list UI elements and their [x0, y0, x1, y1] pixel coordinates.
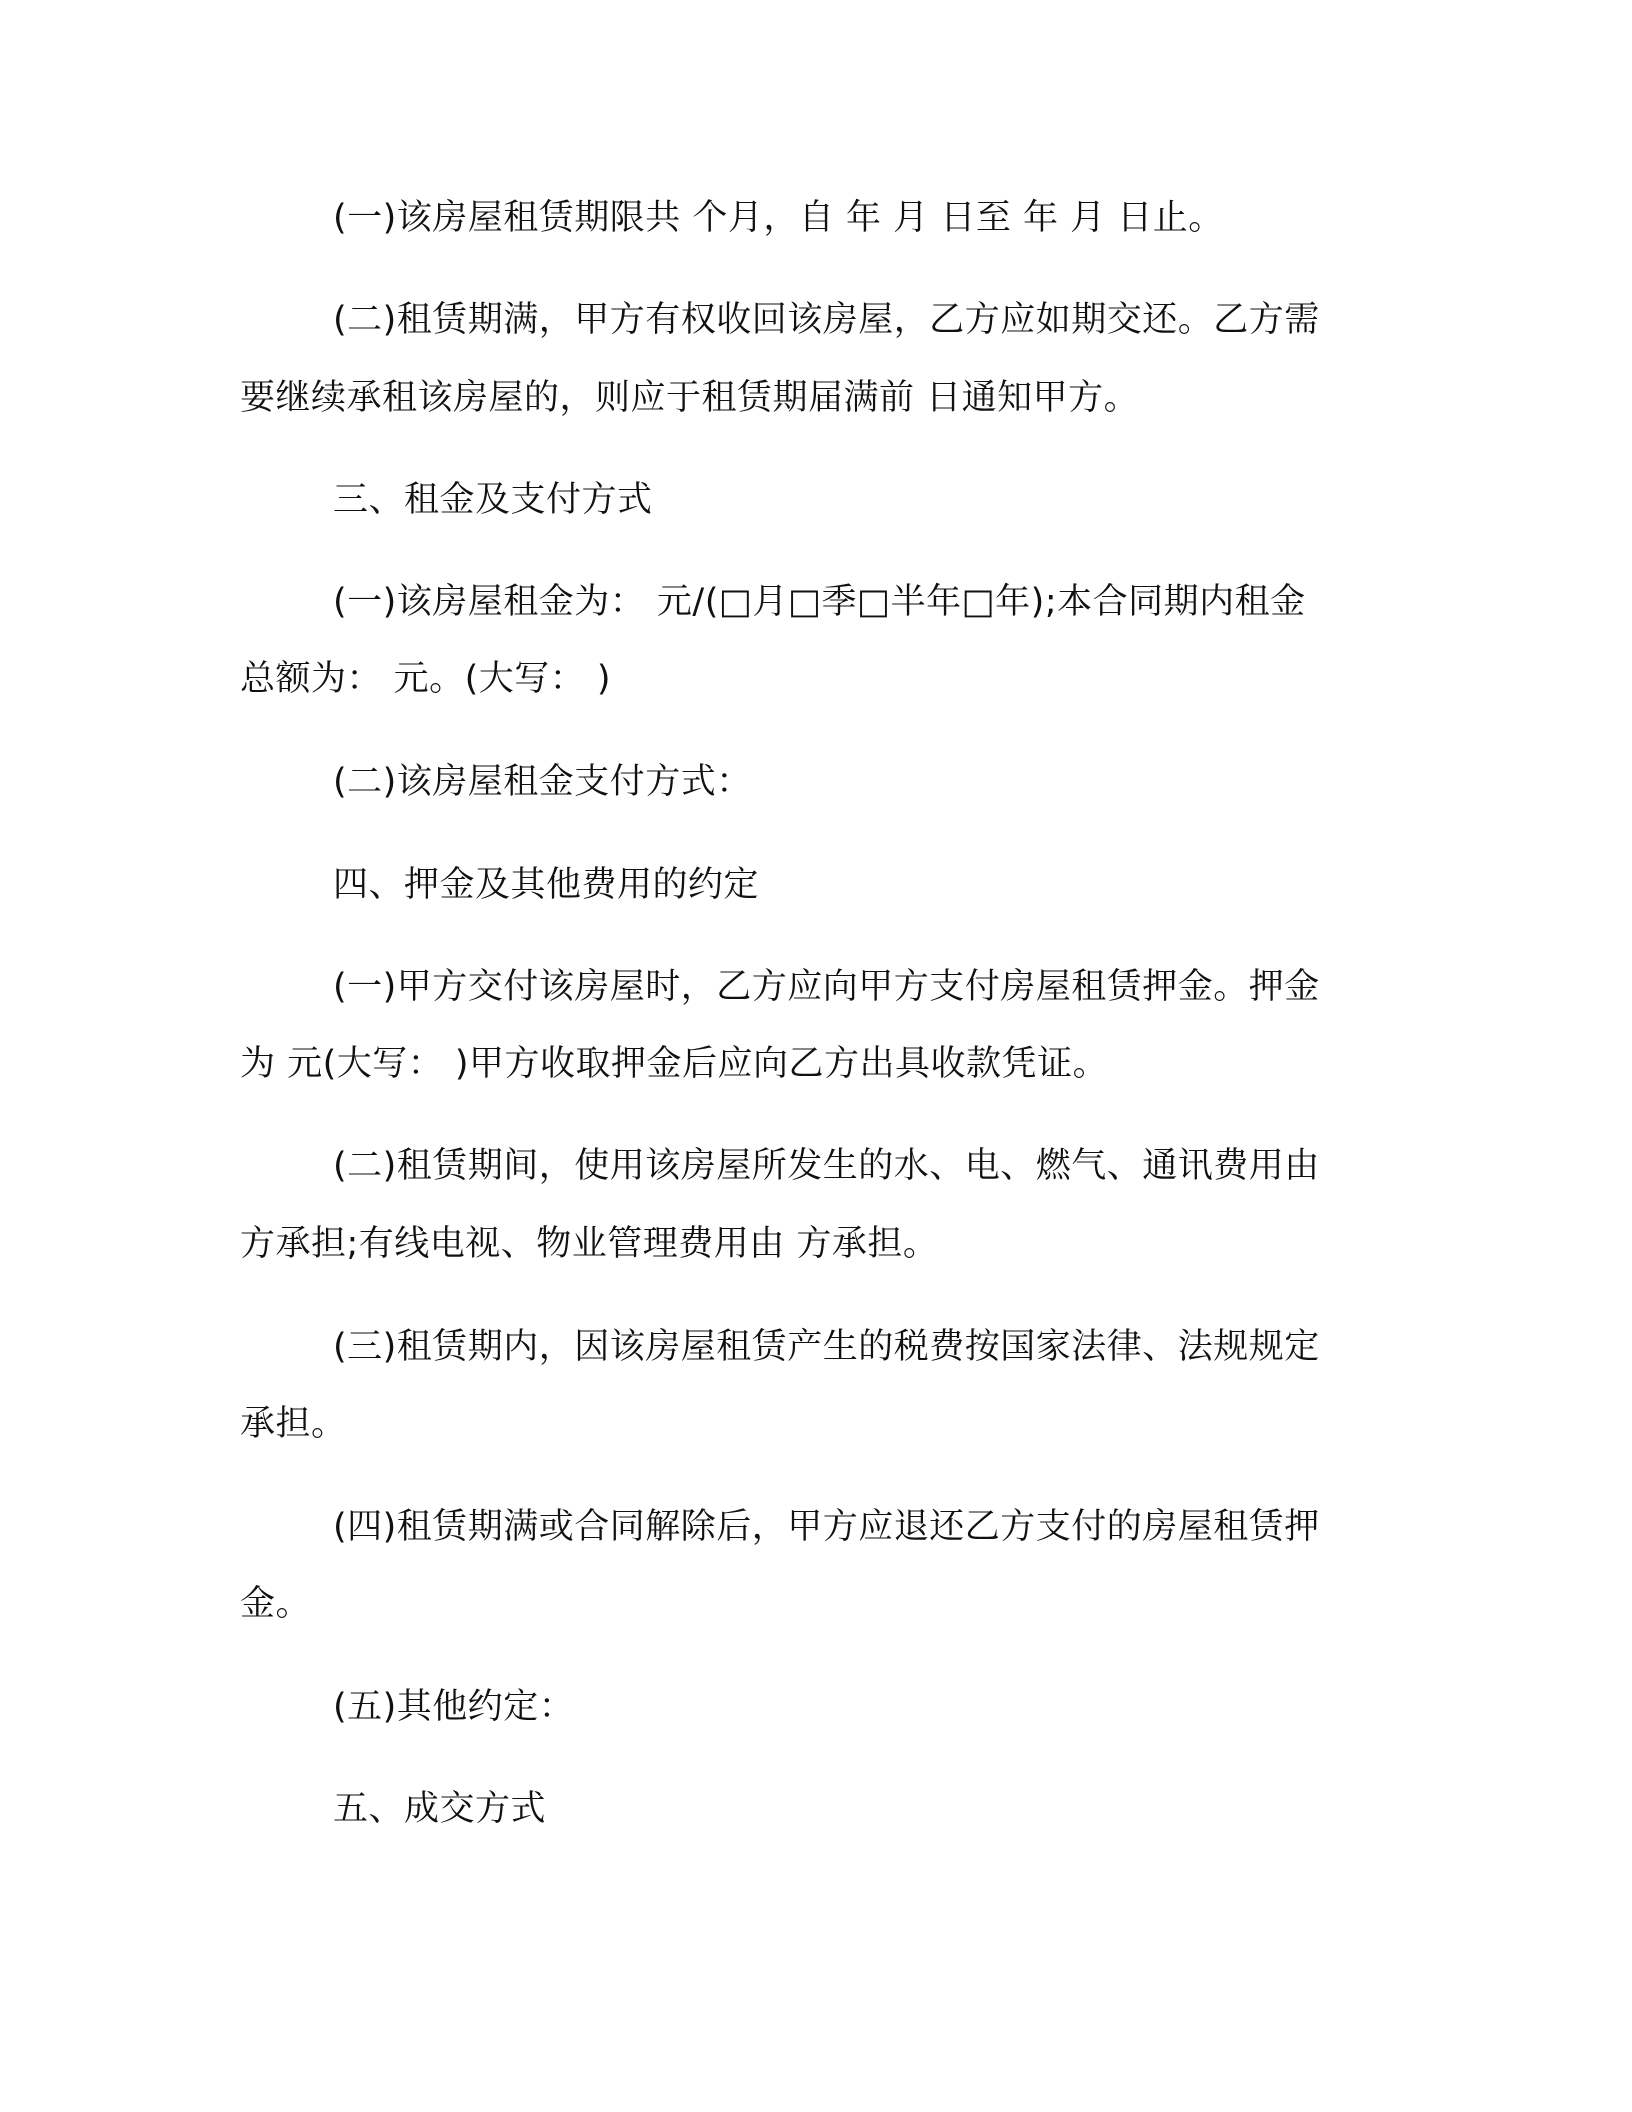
clause-4-2-line-1: (二)租赁期间，使用该房屋所发生的水、电、燃气、通讯费用由: [333, 1146, 1320, 1186]
clause-3-1-line-2: 总额为： 元。(大写： ): [240, 659, 612, 699]
section-3-heading: 三、租金及支付方式: [333, 480, 653, 520]
clause-4-2-line-2: 方承担;有线电视、物业管理费用由 方承担。: [240, 1224, 939, 1264]
clause-4-3-line-2: 承担。: [240, 1404, 347, 1444]
clause-4-4-line-1: (四)租赁期满或合同解除后，甲方应退还乙方支付的房屋租赁押: [333, 1507, 1320, 1547]
clause-4-1-line-1: (一)甲方交付该房屋时，乙方应向甲方支付房屋租赁押金。押金: [333, 967, 1320, 1007]
section-4-heading: 四、押金及其他费用的约定: [333, 865, 760, 905]
clause-3-2-line-1: (二)该房屋租金支付方式：: [333, 762, 752, 802]
clause-2-2-line-2: 要继续承租该房屋的，则应于租赁期届满前 日通知甲方。: [240, 378, 1140, 418]
clause-2-1-line-1: (一)该房屋租赁期限共 个月，自 年 月 日至 年 月 日止。: [333, 198, 1224, 238]
section-5-heading: 五、成交方式: [333, 1789, 547, 1829]
clause-2-2-line-1: (二)租赁期满，甲方有权收回该房屋，乙方应如期交还。乙方需: [333, 300, 1320, 340]
clause-4-4-line-2: 金。: [240, 1584, 312, 1624]
clause-4-5-line-1: (五)其他约定：: [333, 1687, 575, 1727]
clause-4-3-line-1: (三)租赁期内，因该房屋租赁产生的税费按国家法律、法规规定: [333, 1327, 1320, 1367]
clause-3-1-line-1: (一)该房屋租金为： 元/(□月□季□半年□年);本合同期内租金: [333, 582, 1306, 622]
clause-4-1-line-2: 为 元(大写： )甲方收取押金后应向乙方出具收款凭证。: [240, 1044, 1109, 1084]
